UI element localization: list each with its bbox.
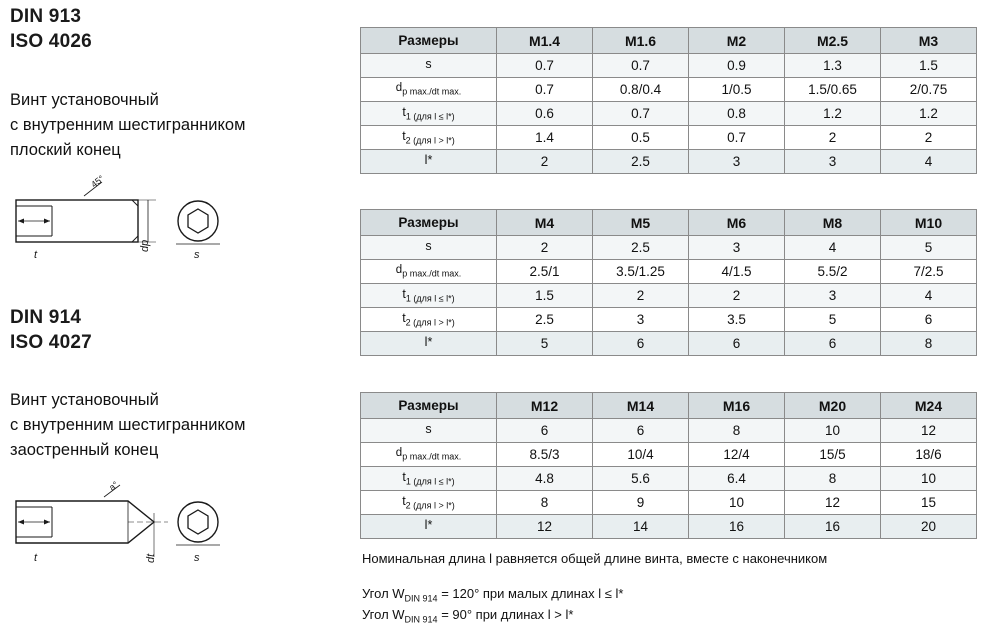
label-dt: dt [145, 553, 157, 563]
table-row [361, 102, 977, 126]
description-line-2: с внутренним шестигранником [10, 116, 246, 134]
note-length [362, 549, 982, 568]
table-cell: 8 [785, 467, 881, 491]
table-row [361, 515, 977, 539]
column-header: M10 [881, 210, 977, 236]
row-label: $t_{2 (для l > l*)}$ [361, 491, 497, 515]
table-cell: 6 [785, 332, 881, 356]
note-angle-90 [362, 605, 982, 630]
description-din914 [10, 388, 245, 463]
table-row [361, 54, 977, 78]
row-label: $t_{2 (для l > l*)}$ [361, 126, 497, 150]
description-line-1: Винт установочный [10, 91, 159, 109]
table-cell: 1.2 [785, 102, 881, 126]
standard-din-number-2: DIN 914 [10, 307, 82, 328]
left-column [0, 0, 352, 628]
table-cell: 12 [785, 491, 881, 515]
table-cell: 5.6 [593, 467, 689, 491]
standard-block-din913 [10, 4, 92, 54]
table-row [361, 284, 977, 308]
note-angle-120-prefix: Угол W [362, 586, 405, 601]
table-cell: 2.5/1 [497, 260, 593, 284]
standard-din-number: DIN 913 [10, 6, 82, 27]
row-label: $t_{1 (для l \le l*)}$ [361, 284, 497, 308]
table-cell: 2/0.75 [881, 78, 977, 102]
cone-point-screw-svg [8, 479, 248, 575]
table-cell: 2 [593, 284, 689, 308]
label-s: s [194, 249, 200, 261]
column-header: M20 [785, 393, 881, 419]
table-cell: 14 [593, 515, 689, 539]
table-row [361, 467, 977, 491]
column-header: Размеры [361, 393, 497, 419]
column-header: M2.5 [785, 28, 881, 54]
column-header: M16 [689, 393, 785, 419]
row-label: s [361, 419, 497, 443]
table-cell: 2 [689, 284, 785, 308]
dimensions-table-2-wrapper [360, 209, 976, 356]
row-label: l* [361, 332, 497, 356]
table-cell: 1.5/0.65 [785, 78, 881, 102]
table-cell: 10 [785, 419, 881, 443]
table-cell: 5 [497, 332, 593, 356]
row-label: $d_{p max./dt max.}$ [361, 78, 497, 102]
table-cell: 0.7 [593, 102, 689, 126]
column-header: M6 [689, 210, 785, 236]
table-cell: 2 [881, 126, 977, 150]
standard-block-din914 [10, 305, 92, 355]
table-cell: 0.7 [497, 54, 593, 78]
table-row [361, 78, 977, 102]
standard-iso-number-2: ISO 4027 [10, 332, 92, 353]
row-label: $d_{p max./dt max.}$ [361, 260, 497, 284]
row-label: $t_{2 (для l > l*)}$ [361, 308, 497, 332]
table-cell: 10/4 [593, 443, 689, 467]
table-cell: 16 [785, 515, 881, 539]
column-header: M3 [881, 28, 977, 54]
column-header: Размеры [361, 28, 497, 54]
description-2-line-3: заостренный конец [10, 441, 159, 459]
table-cell: 9 [593, 491, 689, 515]
row-label: l* [361, 515, 497, 539]
column-header: M24 [881, 393, 977, 419]
table-cell: 4 [881, 150, 977, 174]
description-2-line-1: Винт установочный [10, 391, 159, 409]
table-cell: 1.2 [881, 102, 977, 126]
table-cell: 1.5 [881, 54, 977, 78]
table-row [361, 150, 977, 174]
table-cell: 18/6 [881, 443, 977, 467]
table-cell: 2 [497, 236, 593, 260]
table-cell: 0.8/0.4 [593, 78, 689, 102]
dimensions-table-1-wrapper [360, 27, 976, 174]
column-header: M12 [497, 393, 593, 419]
label-angle: a° [107, 479, 121, 493]
column-header: M1.6 [593, 28, 689, 54]
table-cell: 3 [689, 150, 785, 174]
table-cell: 8 [881, 332, 977, 356]
table-cell: 5.5/2 [785, 260, 881, 284]
table-cell: 2.5 [593, 236, 689, 260]
table-cell: 0.7 [497, 78, 593, 102]
dimensions-table-2 [360, 209, 977, 356]
table-cell: 0.8 [689, 102, 785, 126]
column-header: Размеры [361, 210, 497, 236]
table-cell: 0.9 [689, 54, 785, 78]
row-label: s [361, 54, 497, 78]
table-cell: 2.5 [593, 150, 689, 174]
table-cell: 2 [785, 126, 881, 150]
table-cell: 3.5 [689, 308, 785, 332]
table-cell: 12/4 [689, 443, 785, 467]
table-cell: 5 [881, 236, 977, 260]
table-cell: 2 [497, 150, 593, 174]
table-cell: 8.5/3 [497, 443, 593, 467]
table-cell: 1.5 [497, 284, 593, 308]
table-cell: 3 [785, 150, 881, 174]
screw-drawing-cone-point [8, 479, 248, 580]
table-cell: 0.5 [593, 126, 689, 150]
table-cell: 1.4 [497, 126, 593, 150]
column-header: M14 [593, 393, 689, 419]
table-cell: 6 [881, 308, 977, 332]
table-row [361, 332, 977, 356]
description-line-3: плоский конец [10, 141, 121, 159]
table-cell: 8 [689, 419, 785, 443]
table-cell: 12 [881, 419, 977, 443]
table-row [361, 308, 977, 332]
table-row [361, 260, 977, 284]
label-t: t [34, 249, 38, 261]
note-angle-90-suffix: = 90° при длинах l > l* [437, 607, 574, 622]
table-cell: 0.7 [689, 126, 785, 150]
table-cell: 6.4 [689, 467, 785, 491]
table-cell: 3 [689, 236, 785, 260]
table-cell: 20 [881, 515, 977, 539]
table-cell: 10 [881, 467, 977, 491]
label-dp: dp [139, 239, 151, 252]
table-cell: 1.3 [785, 54, 881, 78]
table-cell: 8 [497, 491, 593, 515]
table-cell: 6 [593, 332, 689, 356]
table-row [361, 443, 977, 467]
table-cell: 5 [785, 308, 881, 332]
label-s-2: s [194, 552, 200, 564]
standard-iso-number: ISO 4026 [10, 31, 92, 52]
table-row [361, 126, 977, 150]
column-header: M4 [497, 210, 593, 236]
table-row [361, 419, 977, 443]
table-header-row [361, 28, 977, 54]
note-angle-90-subscript: DIN 914 [404, 614, 438, 625]
row-label: $t_{1 (для l \le l*)}$ [361, 102, 497, 126]
table-cell: 0.7 [593, 54, 689, 78]
flat-point-screw-svg [8, 173, 248, 272]
row-label: $d_{p max./dt max.}$ [361, 443, 497, 467]
table-cell: 6 [593, 419, 689, 443]
table-cell: 2.5 [497, 308, 593, 332]
table-cell: 6 [689, 332, 785, 356]
table-cell: 16 [689, 515, 785, 539]
table-cell: 15/5 [785, 443, 881, 467]
table-row [361, 236, 977, 260]
label-t-2: t [34, 552, 38, 564]
column-header: M2 [689, 28, 785, 54]
dimensions-table-3 [360, 392, 977, 539]
svg-text:45°: 45° [89, 173, 106, 190]
screw-drawing-flat-point [8, 173, 248, 277]
table-cell: 12 [497, 515, 593, 539]
row-label: l* [361, 150, 497, 174]
dimensions-table-3-wrapper [360, 392, 976, 539]
column-header: M5 [593, 210, 689, 236]
table-cell: 3.5/1.25 [593, 260, 689, 284]
table-cell: 10 [689, 491, 785, 515]
row-label: s [361, 236, 497, 260]
table-cell: 3 [785, 284, 881, 308]
column-header: M1.4 [497, 28, 593, 54]
table-cell: 4.8 [497, 467, 593, 491]
note-length-text: Номинальная длина l равняется общей длине винта, вместе с наконечником [362, 551, 828, 566]
table-row [361, 491, 977, 515]
row-label: $t_{1 (для l \le l*)}$ [361, 467, 497, 491]
table-cell: 3 [593, 308, 689, 332]
column-header: M8 [785, 210, 881, 236]
table-cell: 4 [881, 284, 977, 308]
table-cell: 4/1.5 [689, 260, 785, 284]
note-angle-120-subscript: DIN 914 [404, 593, 438, 604]
note-angle-90-prefix: Угол W [362, 607, 405, 622]
table-cell: 7/2.5 [881, 260, 977, 284]
table-header-row [361, 393, 977, 419]
table-cell: 0.6 [497, 102, 593, 126]
table-cell: 6 [497, 419, 593, 443]
table-header-row [361, 210, 977, 236]
description-din913 [10, 88, 245, 163]
table-cell: 4 [785, 236, 881, 260]
table-cell: 15 [881, 491, 977, 515]
description-2-line-2: с внутренним шестигранником [10, 416, 246, 434]
table-cell: 1/0.5 [689, 78, 785, 102]
dimensions-table-1 [360, 27, 977, 174]
note-angle-120-suffix: = 120° при малых длинах l ≤ l* [437, 586, 624, 601]
